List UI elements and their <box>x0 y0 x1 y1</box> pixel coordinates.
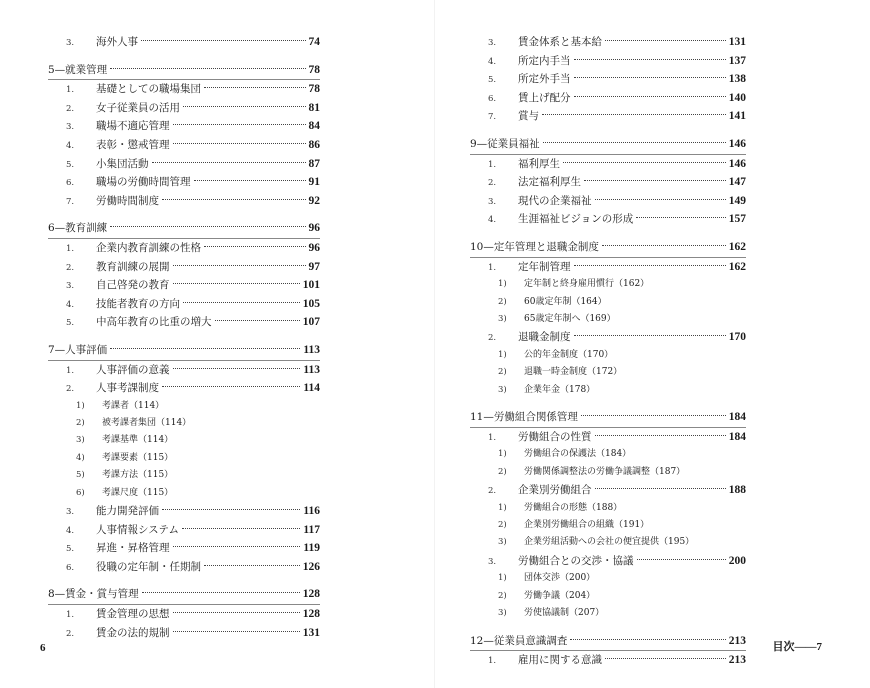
toc-entry-page-number: 213 <box>728 654 746 667</box>
toc-entry-number: 6. <box>488 93 497 104</box>
toc-entry-page-number: 188 <box>728 484 746 497</box>
toc-entry-title: 労働組合との交渉・協議 <box>518 554 634 567</box>
toc-section-entry <box>470 258 746 277</box>
toc-entry-title: 8—賃金・賞与管理 <box>48 588 139 601</box>
dot-leader <box>173 612 300 613</box>
dot-leader <box>574 77 726 78</box>
toc-section-entry <box>470 107 746 126</box>
toc-entry-title: 賃金の法的規制 <box>96 626 170 639</box>
toc-entry-title: 雇用に関する意識 <box>518 654 602 667</box>
toc-entry-page-number: 126 <box>302 560 320 573</box>
toc-chapter-entry <box>470 135 746 155</box>
dot-leader <box>602 245 726 246</box>
toc-entry-title: 考課要素（115） <box>102 452 174 463</box>
toc-entry-title: 基礎としての職場集団 <box>96 83 201 96</box>
toc-entry-number: 7. <box>488 112 497 123</box>
dot-leader <box>584 180 726 181</box>
dot-leader <box>595 435 726 436</box>
toc-entry-number: 2. <box>488 178 497 189</box>
toc-entry-number: 2) <box>498 296 507 307</box>
dot-leader <box>173 283 300 284</box>
toc-entry-page-number: 113 <box>303 363 320 376</box>
toc-entry-page-number: 92 <box>308 194 320 207</box>
toc-entry-number: 2) <box>498 520 507 531</box>
toc-entry-page-number: 96 <box>308 222 320 235</box>
toc-entry-number: 1) <box>498 573 507 584</box>
toc-subsection-entry <box>48 467 320 484</box>
toc-entry-title: 賞与 <box>518 110 539 123</box>
toc-entry-title: 6—教育訓練 <box>48 222 108 235</box>
dot-leader <box>605 40 726 41</box>
toc-entry-title: 60歳定年制（164） <box>524 296 607 307</box>
toc-entry-number: 1. <box>488 159 497 170</box>
toc-entry-number: 2. <box>66 628 75 639</box>
toc-section-entry <box>470 481 746 500</box>
dot-leader <box>542 114 726 115</box>
toc-chapter-entry <box>48 219 320 239</box>
toc-entry-page-number: 128 <box>302 608 320 620</box>
toc-entry-number: 3. <box>66 281 75 292</box>
toc-entry-title: 65歳定年制へ（169） <box>524 313 616 324</box>
toc-entry-number: 5) <box>76 470 85 481</box>
toc-section-entry <box>48 605 320 624</box>
toc-entry-number: 4. <box>66 525 75 536</box>
toc-section-entry <box>48 521 320 540</box>
dot-leader <box>574 96 726 97</box>
toc-entry-title: 定年制管理 <box>518 260 571 273</box>
toc-chapter-entry <box>48 61 320 81</box>
toc-entry-title: 7—人事評価 <box>48 343 108 356</box>
toc-entry-number: 5. <box>66 318 75 329</box>
toc-entry-title: 表彰・懲戒管理 <box>96 138 170 151</box>
dot-leader <box>173 265 306 266</box>
toc-section-entry <box>48 379 320 398</box>
toc-entry-title: 人事情報システム <box>96 523 179 536</box>
dot-leader <box>605 658 726 659</box>
dot-leader <box>570 639 725 640</box>
toc-entry-title: 職場不適応管理 <box>96 120 170 133</box>
toc-entry-title: 9—従業員福祉 <box>470 137 540 150</box>
toc-entry-title: 退職一時金制度（172） <box>524 367 623 378</box>
toc-left-column <box>48 33 320 642</box>
page-number-left: 6 <box>40 642 46 654</box>
toc-subsection-entry <box>470 570 746 587</box>
toc-entry-page-number: 91 <box>308 176 320 189</box>
toc-entry-title: 11—労働組合関係管理 <box>470 411 578 424</box>
page-gutter <box>434 0 435 688</box>
toc-entry-number: 1. <box>66 610 75 620</box>
toc-entry-number: 2. <box>66 103 75 114</box>
toc-entry-number: 3. <box>66 122 75 133</box>
toc-entry-title: 12—従業員意識調査 <box>470 634 568 647</box>
toc-entry-title: 企業年金（178） <box>524 384 596 395</box>
toc-entry-title: 考課尺度（115） <box>102 487 174 498</box>
dot-leader <box>574 335 726 336</box>
toc-entry-title: 労働組合の性質 <box>518 430 592 443</box>
toc-entry-number: 3) <box>498 313 507 324</box>
toc-entry-page-number: 86 <box>308 138 320 151</box>
toc-subsection-entry <box>470 500 746 517</box>
toc-entry-number: 4) <box>76 452 85 463</box>
toc-entry-page-number: 140 <box>728 91 746 104</box>
toc-entry-title: 企業別労働組合の組織（191） <box>524 520 650 531</box>
toc-entry-number: 5. <box>488 75 497 86</box>
toc-entry-number: 6. <box>66 178 75 189</box>
toc-section-entry <box>470 428 746 447</box>
toc-entry-number: 3. <box>66 507 75 518</box>
dot-leader <box>162 509 300 510</box>
toc-entry-page-number: 113 <box>303 343 320 356</box>
dot-leader <box>173 124 306 125</box>
toc-section-entry <box>48 155 320 174</box>
toc-entry-page-number: 157 <box>728 213 746 226</box>
toc-entry-title: 労使協議制（207） <box>524 608 605 619</box>
toc-entry-number: 3. <box>488 196 497 207</box>
toc-section-entry <box>470 33 746 52</box>
toc-entry-page-number: 184 <box>728 430 746 443</box>
toc-section-entry <box>470 210 746 229</box>
toc-entry-number: 6) <box>76 487 85 498</box>
toc-entry-title: 企業別労働組合 <box>518 484 592 497</box>
toc-entry-page-number: 87 <box>308 157 320 170</box>
toc-section-entry <box>48 117 320 136</box>
toc-section-entry <box>48 136 320 155</box>
toc-subsection-entry <box>470 276 746 293</box>
toc-entry-number: 4. <box>66 299 75 310</box>
dot-leader <box>183 106 306 107</box>
toc-entry-title: 被考課者集団（114） <box>102 418 192 429</box>
toc-entry-number: 1) <box>76 400 85 411</box>
toc-section-entry <box>48 502 320 521</box>
toc-entry-title: 労働時間制度 <box>96 194 159 207</box>
dot-leader <box>215 320 300 321</box>
toc-entry-number: 1) <box>498 502 507 513</box>
toc-entry-title: 法定福利厚生 <box>518 176 581 189</box>
dot-leader <box>636 217 725 218</box>
dot-leader <box>204 246 306 247</box>
toc-section-entry <box>48 276 320 295</box>
toc-entry-title: 所定内手当 <box>518 54 571 67</box>
dot-leader <box>543 142 726 143</box>
toc-entry-page-number: 78 <box>308 63 320 76</box>
toc-chapter-entry <box>470 632 746 652</box>
toc-entry-page-number: 81 <box>308 101 320 114</box>
toc-section-entry <box>470 552 746 571</box>
toc-section-entry <box>470 173 746 192</box>
toc-entry-title: 退職金制度 <box>518 331 571 344</box>
toc-entry-page-number: 200 <box>728 554 746 567</box>
toc-entry-number: 3) <box>498 384 507 395</box>
toc-entry-title: 小集団活動 <box>96 157 149 170</box>
toc-entry-title: 能力開発評価 <box>96 505 159 518</box>
toc-section-entry <box>48 239 320 258</box>
toc-entry-title: 役職の定年制・任期制 <box>96 560 201 573</box>
toc-entry-number: 4. <box>488 56 497 67</box>
toc-subsection-entry <box>470 517 746 534</box>
toc-subsection-entry <box>470 464 746 481</box>
toc-entry-title: 定年制と終身雇用慣行（162） <box>524 279 650 290</box>
toc-entry-page-number: 84 <box>308 120 320 133</box>
toc-subsection-entry <box>470 446 746 463</box>
toc-entry-page-number: 146 <box>728 157 746 170</box>
toc-entry-number: 2) <box>498 590 507 601</box>
toc-entry-page-number: 105 <box>302 297 320 310</box>
toc-subsection-entry <box>48 415 320 432</box>
toc-chapter-entry <box>470 238 746 258</box>
toc-entry-page-number: 78 <box>308 83 320 96</box>
dot-leader <box>183 302 300 303</box>
toc-entry-title: 企業労組活動への会社の便宜提供（195） <box>524 537 695 548</box>
toc-entry-page-number: 97 <box>308 260 320 273</box>
dot-leader <box>162 199 306 200</box>
toc-entry-page-number: 149 <box>728 194 746 207</box>
toc-subsection-entry <box>470 588 746 605</box>
toc-entry-number: 3. <box>66 38 75 48</box>
toc-entry-page-number: 116 <box>303 505 320 518</box>
toc-entry-number: 2) <box>76 418 85 429</box>
toc-entry-title: 所定外手当 <box>518 73 571 86</box>
dot-leader <box>173 631 300 632</box>
toc-entry-title: 賃上げ配分 <box>518 91 571 104</box>
dot-leader <box>162 386 300 387</box>
toc-entry-page-number: 74 <box>308 36 320 48</box>
toc-entry-page-number: 131 <box>728 36 746 48</box>
toc-subsection-entry <box>470 382 746 399</box>
toc-entry-page-number: 138 <box>728 73 746 86</box>
toc-entry-page-number: 96 <box>308 241 320 254</box>
toc-section-entry <box>48 361 320 380</box>
toc-chapter-entry <box>48 341 320 361</box>
toc-subsection-entry <box>48 485 320 502</box>
toc-entry-number: 2. <box>488 333 497 344</box>
toc-subsection-entry <box>470 311 746 328</box>
toc-entry-title: 生涯福祉ビジョンの形成 <box>518 213 634 226</box>
toc-entry-number: 1. <box>488 262 497 273</box>
toc-section-entry <box>48 258 320 277</box>
toc-entry-title: 公的年金制度（170） <box>524 349 614 360</box>
dot-leader <box>173 368 301 369</box>
toc-entry-number: 2) <box>498 466 507 477</box>
toc-entry-page-number: 101 <box>302 279 320 292</box>
toc-section-entry <box>470 328 746 347</box>
toc-entry-number: 3) <box>76 435 85 446</box>
dot-leader <box>574 59 726 60</box>
toc-section-entry <box>470 70 746 89</box>
toc-subsection-entry <box>48 450 320 467</box>
toc-entry-title: 自己啓発の教育 <box>96 279 170 292</box>
toc-chapter-entry <box>470 408 746 428</box>
toc-entry-title: 労働関係調整法の労働争議調整（187） <box>524 466 686 477</box>
toc-entry-number: 3) <box>498 608 507 619</box>
toc-entry-page-number: 114 <box>303 382 320 395</box>
dot-leader <box>194 180 306 181</box>
toc-entry-page-number: 141 <box>728 110 746 123</box>
toc-chapter-entry <box>48 585 320 605</box>
dot-leader <box>182 528 300 529</box>
dot-leader <box>637 559 726 560</box>
toc-entry-number: 1. <box>488 432 497 443</box>
dot-leader <box>581 415 726 416</box>
toc-entry-page-number: 137 <box>728 54 746 67</box>
toc-entry-number: 5. <box>66 544 75 555</box>
toc-entry-title: 団体交渉（200） <box>524 573 596 584</box>
toc-entry-title: 人事評価の意義 <box>96 363 170 376</box>
toc-section-entry <box>48 192 320 211</box>
toc-entry-number: 2) <box>498 367 507 378</box>
dot-leader <box>173 143 306 144</box>
toc-entry-title: 人事考課制度 <box>96 382 159 395</box>
toc-entry-number: 2. <box>488 486 497 497</box>
toc-entry-title: 技能者教育の方向 <box>96 297 180 310</box>
toc-entry-number: 4. <box>488 215 497 226</box>
toc-entry-title: 昇進・昇格管理 <box>96 542 170 555</box>
toc-entry-number: 5. <box>66 159 75 170</box>
toc-section-entry <box>470 651 746 670</box>
toc-section-entry <box>470 89 746 108</box>
toc-entry-title: 職場の労働時間管理 <box>96 176 191 189</box>
dot-leader <box>110 68 305 69</box>
toc-entry-number: 3. <box>488 556 497 567</box>
toc-entry-page-number: 131 <box>302 626 320 639</box>
toc-section-entry <box>48 313 320 332</box>
toc-subsection-entry <box>470 294 746 311</box>
toc-entry-title: 5—就業管理 <box>48 63 108 76</box>
toc-entry-title: 中高年教育の比重の増大 <box>96 316 212 329</box>
toc-subsection-entry <box>470 605 746 622</box>
toc-entry-number: 1. <box>66 365 75 376</box>
toc-subsection-entry <box>470 364 746 381</box>
toc-section-entry <box>48 295 320 314</box>
dot-leader <box>142 592 300 593</box>
toc-entry-page-number: 128 <box>302 588 320 601</box>
toc-entry-title: 考課者（114） <box>102 400 165 411</box>
toc-entry-page-number: 213 <box>728 634 746 647</box>
toc-entry-title: 福利厚生 <box>518 157 560 170</box>
toc-entry-title: 10—定年管理と退職金制度 <box>470 240 599 253</box>
toc-section-entry <box>48 33 320 52</box>
toc-entry-title: 企業内教育訓練の性格 <box>96 241 201 254</box>
toc-entry-page-number: 162 <box>728 260 746 273</box>
toc-entry-number: 1. <box>66 243 75 254</box>
dot-leader <box>204 565 300 566</box>
toc-entry-title: 海外人事 <box>96 36 138 48</box>
toc-section-entry <box>470 155 746 174</box>
toc-entry-page-number: 117 <box>303 523 320 536</box>
toc-entry-number: 2. <box>66 384 75 395</box>
toc-entry-page-number: 170 <box>728 331 746 344</box>
toc-right-column <box>470 33 746 670</box>
toc-entry-title: 教育訓練の展開 <box>96 260 170 273</box>
toc-entry-title: 考課方法（115） <box>102 470 174 481</box>
toc-subsection-entry <box>470 534 746 551</box>
toc-entry-number: 1) <box>498 349 507 360</box>
toc-entry-page-number: 119 <box>303 542 320 555</box>
dot-leader <box>563 162 726 163</box>
toc-subsection-entry <box>470 347 746 364</box>
toc-section-entry <box>48 558 320 577</box>
toc-subsection-entry <box>48 398 320 415</box>
toc-section-entry <box>48 624 320 643</box>
toc-entry-title: 賃金体系と基本給 <box>518 36 602 48</box>
toc-entry-number: 1) <box>498 449 507 460</box>
toc-entry-page-number: 107 <box>302 316 320 329</box>
toc-entry-page-number: 147 <box>728 176 746 189</box>
toc-entry-number: 1. <box>488 656 497 667</box>
dot-leader <box>173 546 301 547</box>
dot-leader <box>110 348 300 349</box>
toc-entry-number: 3. <box>488 38 497 48</box>
toc-entry-page-number: 162 <box>728 240 746 253</box>
dot-leader <box>110 226 305 227</box>
dot-leader <box>595 199 726 200</box>
toc-entry-title: 女子従業員の活用 <box>96 101 180 114</box>
toc-entry-title: 労働組合の保護法（184） <box>524 449 632 460</box>
toc-entry-title: 現代の企業福祉 <box>518 194 592 207</box>
toc-entry-number: 4. <box>66 140 75 151</box>
toc-entry-number: 2. <box>66 262 75 273</box>
toc-entry-title: 考課基準（114） <box>102 435 174 446</box>
toc-section-entry <box>470 52 746 71</box>
toc-entry-number: 1) <box>498 279 507 290</box>
toc-subsection-entry <box>48 432 320 449</box>
toc-entry-title: 賃金管理の思想 <box>96 608 170 620</box>
toc-entry-title: 労働争議（204） <box>524 590 596 601</box>
dot-leader <box>152 162 306 163</box>
toc-section-entry <box>48 539 320 558</box>
toc-section-entry <box>48 99 320 118</box>
toc-section-entry <box>470 192 746 211</box>
toc-entry-page-number: 146 <box>728 137 746 150</box>
dot-leader <box>141 40 306 41</box>
dot-leader <box>204 87 306 88</box>
toc-entry-number: 1. <box>66 85 75 96</box>
page-number-right: 目次——7 <box>772 641 822 653</box>
toc-entry-title: 労働組合の形態（188） <box>524 502 623 513</box>
toc-entry-page-number: 184 <box>728 411 746 424</box>
toc-section-entry <box>48 80 320 99</box>
toc-section-entry <box>48 173 320 192</box>
toc-entry-number: 3) <box>498 537 507 548</box>
dot-leader <box>595 488 726 489</box>
dot-leader <box>574 265 726 266</box>
toc-entry-number: 7. <box>66 196 75 207</box>
toc-entry-number: 6. <box>66 562 75 573</box>
